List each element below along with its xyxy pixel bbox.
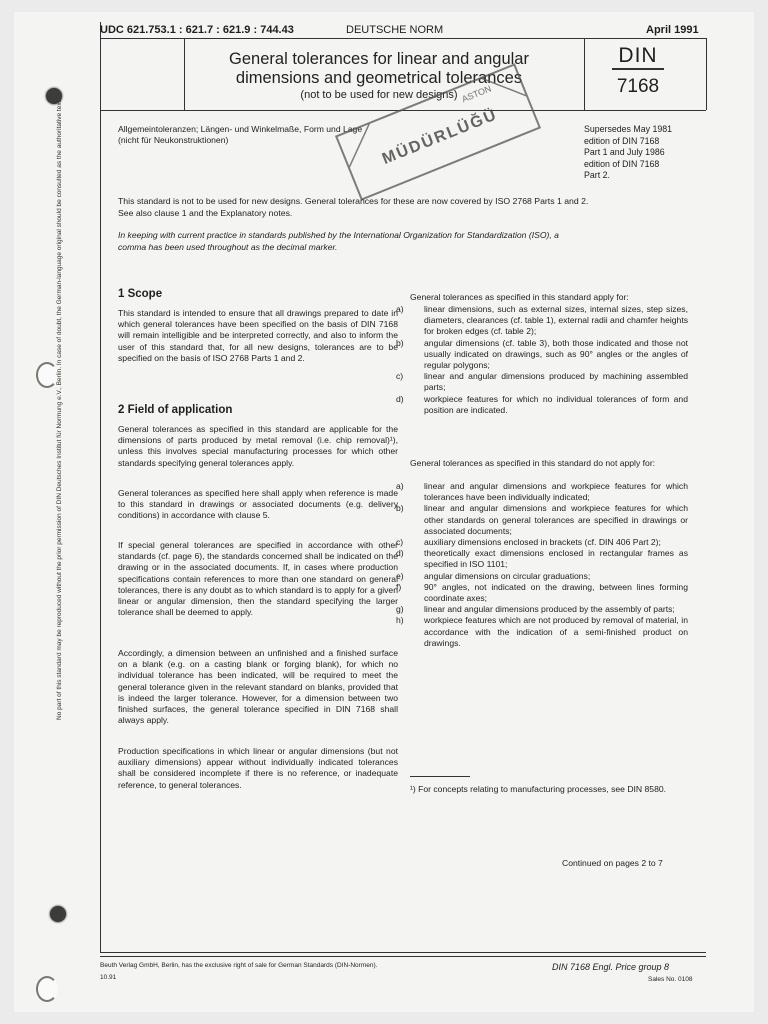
- publisher-note: Beuth Verlag GmbH, Berlin, has the exclusive right of sale for German Standards (DIN-Normen).: [100, 962, 378, 969]
- margin-copyright-note: No part of this standard may be reproduced without the prior permission of DIN Deutsches Institut für Normung e.V., Berlin. In case of doubt, the German-language original should be consulted as the authoritative text.: [56, 98, 63, 720]
- list-item: c) auxiliary dimensions enclosed in brackets (cf. DIN 406 Part 2);: [396, 537, 661, 548]
- field-paragraph-2: General tolerances as specified here shall apply when reference is made to this standard in drawings or associated documents (e.g. delivery conditions) in accordance with clause 5.: [118, 488, 398, 521]
- footnote-rule: [410, 776, 470, 777]
- footnote: ¹) For concepts relating to manufacturing processes, see DIN 8580.: [410, 784, 667, 794]
- din-number-block: [600, 44, 676, 98]
- title-divider-left: [184, 38, 185, 110]
- list-item: d) theoretically exact dimensions enclosed in rectangular frames as specified in ISO 1101;: [396, 548, 688, 570]
- apply-intro: General tolerances as specified in this standard apply for:: [410, 292, 629, 302]
- list-item: d) workpiece features for which no individual tolerances of form and position are indicated.: [396, 393, 688, 415]
- stamp-text-main: MÜDÜRLÜĞÜ: [379, 106, 501, 168]
- list-item: a) linear and angular dimensions and workpiece features for which tolerances have been individually indicated;: [396, 481, 688, 503]
- list-item: a) linear dimensions, such as external sizes, internal sizes, step sizes, diameters, clearances (cf. table 1), external radii and chamfer heights for broken edges (cf. table 2);: [396, 304, 688, 337]
- supersedes-line: edition of DIN 7168: [584, 135, 660, 146]
- din-reference: DIN 7168 Engl. Price group 8: [552, 962, 670, 972]
- apply-list: [396, 304, 688, 416]
- supersedes-line: Supersedes May 1981: [584, 124, 673, 134]
- title-line-1: General tolerances for linear and angular: [229, 50, 529, 68]
- notapply-list: [396, 481, 688, 649]
- field-heading: 2 Field of application: [118, 404, 233, 416]
- supersedes-line: edition of DIN 7168: [584, 158, 660, 169]
- field-paragraph-1: General tolerances as specified in this standard are applicable for the dimensions of parts produced by metal removal (i.e. chip removal)¹), unless this involves special manufacturing processes for which other standards specifying general tolerances apply.: [118, 424, 398, 468]
- frame-right: [706, 38, 707, 110]
- stamp-text-top: ASTON: [460, 83, 493, 105]
- supersedes-line: Part 2.: [584, 170, 610, 180]
- german-title-line-1: Allgemeintoleranzen; Längen- und Winkelmaße, Form und Lage: [118, 124, 363, 134]
- title-subtitle: (not to be used for new designs): [300, 89, 458, 101]
- notice-line-2: See also clause 1 and the Explanatory notes.: [118, 208, 293, 218]
- iso-note-line-1: In keeping with current practice in standards published by the International Organization for Standardization (ISO), a: [118, 230, 559, 240]
- din-label: DIN: [612, 44, 663, 70]
- iso-note-line-2: comma has been used throughout as the decimal marker.: [118, 242, 338, 252]
- scope-heading: 1 Scope: [118, 288, 163, 300]
- footer-rule: [100, 952, 706, 953]
- list-item: b) angular dimensions (cf. table 3), both those indicated and those not usually indicated on drawings, such as 90° angles or the angles of regular polygons;: [396, 337, 688, 371]
- issue-date: April 1991: [646, 24, 699, 36]
- field-paragraph-4: Accordingly, a dimension between an unfinished and a finished surface on a blank (e.g. on a casting blank or forging blank), for which no individual tolerance has been indicated, will be required to meet the general tolerance given in the relevant standard on blanks, provided that is indeed the larger tolerance. However, for a dimension between two finished surfaces, the general tolerance specified in DIN 7168 shall always apply.: [118, 648, 398, 726]
- frame-top: [100, 38, 706, 39]
- issue-code: 10.91: [100, 974, 117, 981]
- list-item: b) linear and angular dimensions and workpiece features for which other standards on general tolerances are specified in drawings or associated documents;: [396, 503, 688, 536]
- field-paragraph-5: Production specifications in which linear or angular dimensions (but not auxiliary dimensions) appear without individually indicated tolerances shall be considered incomplete if there is no reference, or inadequate reference, to general tolerances.: [118, 746, 398, 790]
- frame-left: [100, 22, 101, 952]
- punch-hole-bottom: [50, 906, 66, 922]
- german-title-line-2: (nicht für Neukonstruktionen): [118, 135, 229, 145]
- title-divider-right: [584, 38, 585, 110]
- continued-note: Continued on pages 2 to 7: [562, 858, 663, 868]
- field-paragraph-3: If special general tolerances are specified in accordance with other standards (cf. page 6), the standards concerned shall be indicated on the drawing or in the associated documents. If, in cases where production specifications contain references to more than one standard on general tolerances, there is any doubt as to which standard is to apply for a given linear or angular dimension, then the standard specifying the larger tolerance shall be deemed to apply.: [118, 540, 398, 618]
- sales-number: Sales No. 0108: [648, 976, 693, 983]
- supersedes-block: [584, 124, 672, 182]
- list-item: h) workpiece features which are not produced by removal of material, in accordance with the indication of a semi-finished product on drawings.: [396, 615, 688, 648]
- scope-text: This standard is intended to ensure that all drawings prepared to date in which general tolerances have been specified on the basis of DIN 7168 will remain intelligible and be interpreted correctly, and also to inform the user of this standard that, for all new designs, tolerances are to be specified on the basis of ISO 2768 Parts 1 and 2.: [118, 308, 398, 363]
- list-item: f) 90° angles, not indicated on the drawing, between lines forming coordinate axes;: [396, 581, 688, 604]
- din-number: 7168: [616, 76, 660, 97]
- paper-curl-mid: [36, 362, 58, 388]
- footer-rule-2: [100, 956, 706, 957]
- list-item: c) linear and angular dimensions produced by machining assembled parts;: [396, 371, 688, 393]
- supersedes-line: Part 1 and July 1986: [584, 147, 665, 157]
- title-line-2: dimensions and geometrical tolerances: [235, 69, 523, 87]
- notapply-intro: General tolerances as specified in this standard do not apply for:: [410, 458, 656, 468]
- notice-line-1: This standard is not to be used for new designs. General tolerances for these are now covered by ISO 2768 Parts 1 and 2.: [118, 196, 589, 206]
- paper-curl-bottom: [36, 976, 58, 1002]
- deutsche-norm-label: DEUTSCHE NORM: [346, 24, 444, 36]
- udc-code: UDC 621.753.1 : 621.7 : 621.9 : 744.43: [100, 24, 294, 36]
- list-item: e) angular dimensions on circular graduations;: [396, 570, 591, 581]
- list-item: g) linear and angular dimensions produced by the assembly of parts;: [396, 604, 675, 615]
